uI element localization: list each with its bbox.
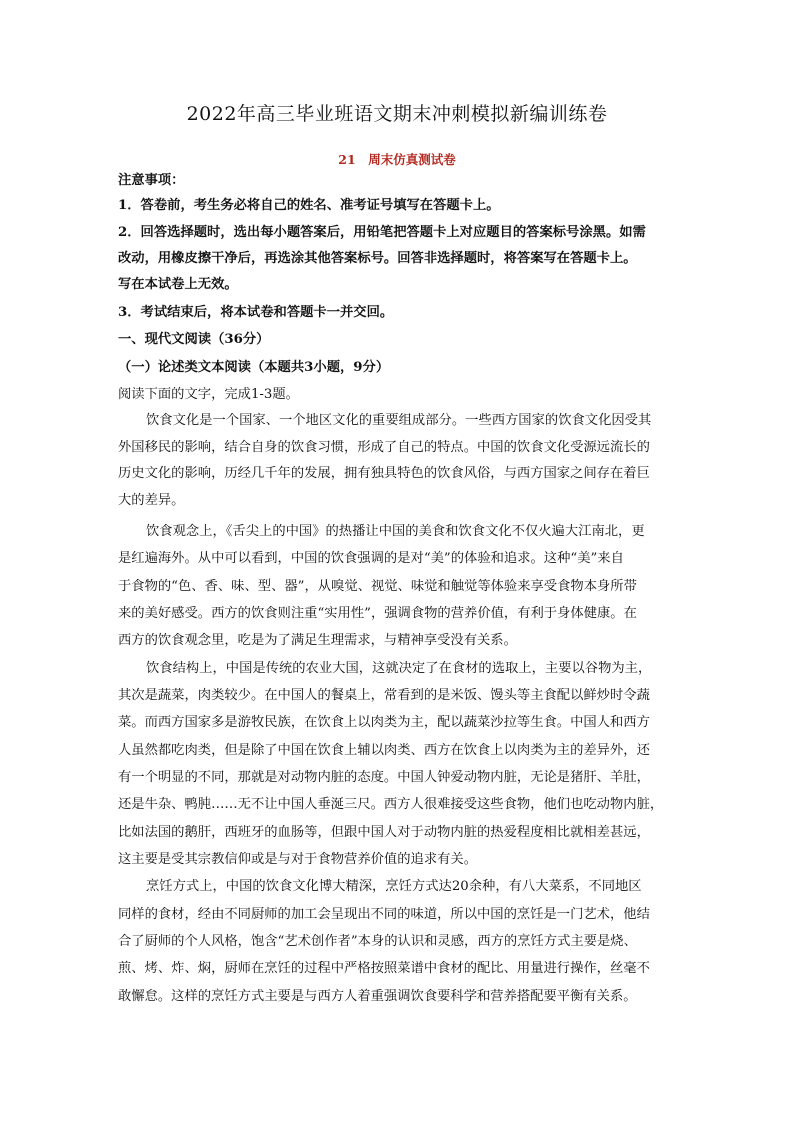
passage-line: 来的美好感受。西方的饮食则注重“实用性”，强调食物的营养价值，有利于身体健康。在	[118, 606, 637, 621]
notice-item: 1．答卷前，考生务必将自己的姓名、准考证号填写在答题卡上。	[118, 198, 500, 213]
passage-line: 大的差异。	[118, 493, 185, 508]
passage-line: 有一个明显的不同，那就是对动物内脏的态度。中国人钟爱动物内脏，无论是猪肝、羊肚，	[118, 770, 650, 785]
section-subheading: （一）论述类文本阅读（本题共3小题，9分）	[118, 360, 390, 375]
reading-instruction: 阅读下面的文字，完成1-3题。	[118, 387, 299, 402]
passage-line: 其次是蔬菜，肉类较少。在中国人的餐桌上，常看到的是米饭、馒头等主食配以鲜炒时令蔬	[118, 688, 650, 703]
passage-line: 饮食结构上，中国是传统的农业大国，这就决定了在食材的选取上，主要以谷物为主，	[146, 661, 652, 676]
passage-line: 于食物的“色、香、味、型、器”，从嗅觉、视觉、味觉和触觉等体验来享受食物本身所带	[118, 579, 637, 594]
notice-item: 2．回答选择题时，选出每小题答案后，用铅笔把答题卡上对应题目的答案标号涂黑。如需	[118, 225, 646, 240]
passage-line: 煎、烤、炸、焖，厨师在烹饪的过程中严格按照菜谱中食材的配比、用量进行操作，丝毫不	[118, 961, 650, 976]
section-heading: 一、现代文阅读（36分）	[118, 332, 270, 347]
passage-line: 饮食观念上，《舌尖上的中国》的热播让中国的美食和饮食文化不仅火遍大江南北，更	[146, 524, 645, 539]
passage-line: 是红遍海外。从中可以看到，中国的饮食强调的是对“美”的体验和追求。这种“美”来自	[118, 551, 624, 566]
notice-item: 改动，用橡皮擦干净后，再选涂其他答案标号。回答非选择题时，将答案写在答题卡上。	[118, 251, 637, 266]
page-title: 2022年高三毕业班语文期末冲刺模拟新编训练卷	[186, 103, 608, 125]
notice-heading: 注意事项：	[118, 173, 185, 188]
page-subtitle: 21 周末仿真测试卷	[338, 152, 456, 167]
passage-line: 同样的食材，经由不同厨师的加工会呈现出不同的味道，所以中国的烹饪是一门艺术，他结	[118, 907, 650, 922]
passage-line: 西方的饮食观念里，吃是为了满足生理需求，与精神享受没有关系。	[118, 633, 517, 648]
passage-line: 菜。而西方国家多是游牧民族，在饮食上以肉类为主，配以蔬菜沙拉等生食。中国人和西方	[118, 715, 650, 730]
passage-line: 外国移民的影响，结合自身的饮食习惯，形成了自己的特点。中国的饮食文化受源远流长的	[118, 440, 650, 455]
notice-item: 写在本试卷上无效。	[118, 277, 238, 292]
passage-line: 比如法国的鹅肝，西班牙的血肠等，但跟中国人对于动物内脏的热爱程度相比就相差甚远，	[118, 825, 650, 840]
passage-line: 人虽然都吃肉类，但是除了中国在饮食上辅以肉类、西方在饮食上以肉类为主的差异外，还	[118, 743, 650, 758]
passage-line: 合了厨师的个人风格，饱含“艺术创作者”本身的认识和灵感，西方的烹饪方式主要是烧、	[118, 934, 637, 949]
passage-line: 这主要是受其宗教信仰或是与对于食物营养价值的追求有关。	[118, 852, 478, 867]
passage-line: 还是牛杂、鸭肫……无不让中国人垂涎三尺。西方人很难接受这些食物，他们也吃动物内脏，	[118, 797, 664, 812]
passage-line: 敢懈怠。这样的烹饪方式主要是与西方人着重强调饮食要科学和营养搭配要平衡有关系。	[118, 989, 637, 1004]
passage-line: 饮食文化是一个国家、一个地区文化的重要组成部分。一些西方国家的饮食文化因受其	[146, 413, 652, 428]
passage-line: 烹饪方式上，中国的饮食文化博大精深，烹饪方式达20余种，有八大菜系，不同地区	[146, 879, 642, 894]
notice-item: 3．考试结束后，将本试卷和答题卡一并交回。	[118, 305, 394, 320]
passage-line: 历史文化的影响，历经几千年的发展，拥有独具特色的饮食风俗，与西方国家之间存在着巨	[118, 466, 650, 481]
